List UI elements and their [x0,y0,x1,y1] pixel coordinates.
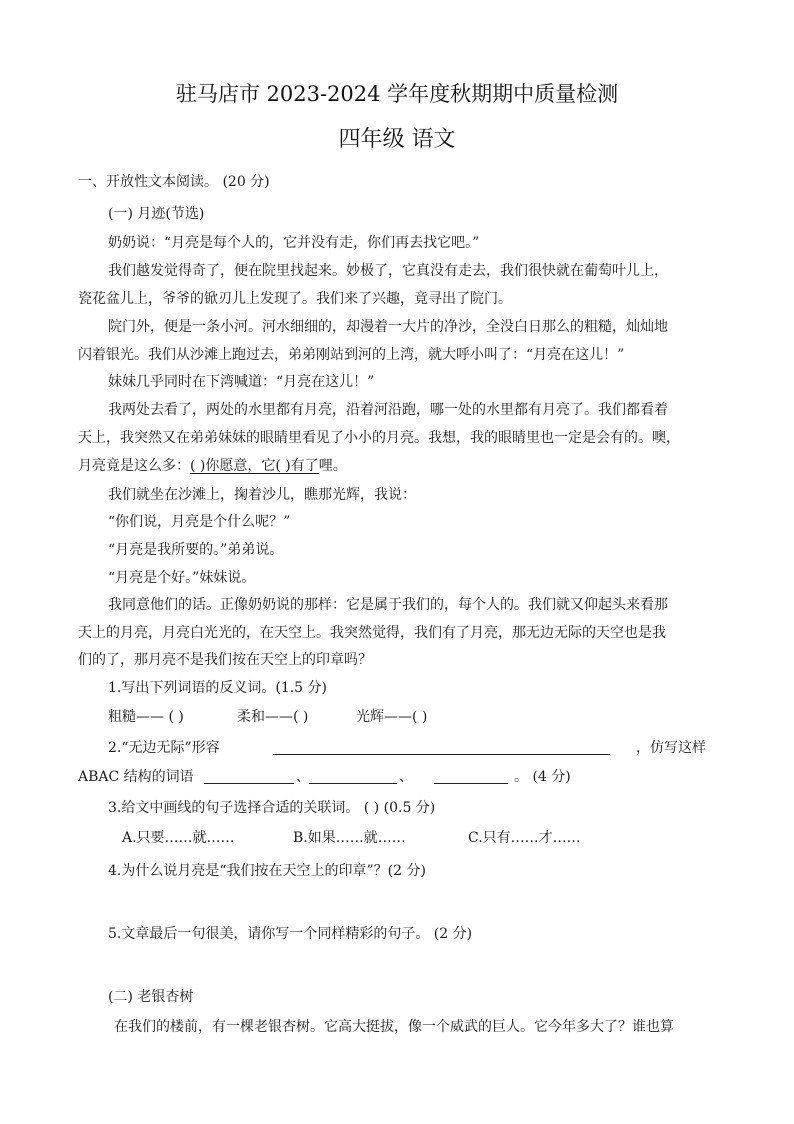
paragraph-line [78,457,347,475]
paragraph: “月亮是我所要的。”弟弟说。 [108,542,284,558]
answer-blank[interactable] [204,783,294,784]
q1-option-b: 柔和——( ) [237,709,309,725]
paragraph: “你们说，月亮是个什么呢？” [108,514,291,530]
paragraph-line: 在我们的楼前，有一棵老银杏树。它高大挺拔，像一个威武的巨人。它今年多大了？谁也算 [114,1019,674,1035]
paragraph-line: 天上，我突然又在弟弟妹妹的眼睛里看见了小小的月亮。我想，我的眼睛里也一定是会有的。噢， [78,430,680,446]
paragraph-text: 哩。 [318,458,347,474]
paragraph-line: 我们越发觉得奇了，便在院里找起来。妙极了，它真没有走去，我们很快就在葡萄叶儿上， [108,263,668,279]
q3-option-c: C.只有……才…… [468,830,581,846]
answer-blank[interactable] [309,783,397,784]
separator: 、 [399,769,413,785]
question-4: 4.为什么说月亮是“我们按在天空上的印章”？(2 分) [108,863,426,879]
paragraph-line: 我同意他们的话。正像奶奶说的那样：它是属于我们的，每个人的。我们就又仰起头来看那 [108,597,668,613]
q3-option-a: A.只要……就…… [122,830,235,846]
exam-subtitle: 四年级 语文 [338,127,456,152]
q3-option-b: B.如果……就…… [293,830,406,846]
passage-heading: (二) 老银杏树 [108,989,194,1005]
question-1: 1.写出下列词语的反义词。(1.5 分) [108,680,327,696]
passage-heading: (一) 月迹(节选) [108,206,205,222]
paragraph-line: 闪着银光。我们从沙滩上跑过去，弟弟刚站到河的上湾，就大呼小叫了：“月亮在这儿！” [78,347,625,363]
question-2-line2: ABAC 结构的词语 [78,769,194,785]
exam-title: 驻马店市 2023-2024 学年度秋期期中质量检测 [175,82,619,106]
q1-option-c: 光辉——( ) [356,709,428,725]
paragraph-text: 月亮竟是这么多： [78,458,190,474]
paragraph-line: 们的了，那月亮不是我们按在天空上的印章吗？ [78,652,372,668]
separator: 、 [296,769,310,785]
paragraph-line: 院门外，便是一条小河。河水细细的，却漫着一大片的净沙，全没白日那么的粗糙，灿灿地 [108,319,668,335]
answer-blank[interactable] [434,783,508,784]
underlined-sentence: ( )你愿意，它( )有了 [190,458,319,474]
paragraph-line: 我两处去看了，两处的水里都有月亮，沿着河沿跑，哪一处的水里都有月亮了。我们都看着 [108,402,668,418]
question-2: 2.“无边无际”形容 [108,740,220,756]
question-3: 3.给文中画线的句子选择合适的关联词。 ( ) (0.5 分) [108,800,436,816]
question-5: 5.文章最后一句很美，请你写一个同样精彩的句子。 (2 分) [108,926,473,942]
answer-blank[interactable] [273,754,610,755]
paragraph: 我们就坐在沙滩上，掬着沙儿，瞧那光辉，我说： [108,487,416,503]
paragraph-line: 天上的月亮，月亮白光光的，在天空上。我突然觉得，我们有了月亮，那无边无际的天空也是我 [78,625,666,641]
q1-option-a: 粗糙—— ( ) [108,709,184,725]
section-heading: 一、开放性文本阅读。 (20 分) [78,174,270,190]
paragraph: “月亮是个好。”妹妹说。 [108,570,256,586]
question-2-tail: ，仿写这样 [636,740,706,756]
paragraph: 奶奶说：“月亮是每个人的，它并没有走，你们再去找它吧。” [108,235,480,251]
question-2-score: 。 (4 分) [514,769,571,785]
paragraph: 妹妹几乎同时在下湾喊道：“月亮在这儿！” [108,374,375,390]
paragraph-line: 瓷花盆儿上，爷爷的锨刃儿上发现了。我们来了兴趣，竟寻出了院门。 [78,291,512,307]
